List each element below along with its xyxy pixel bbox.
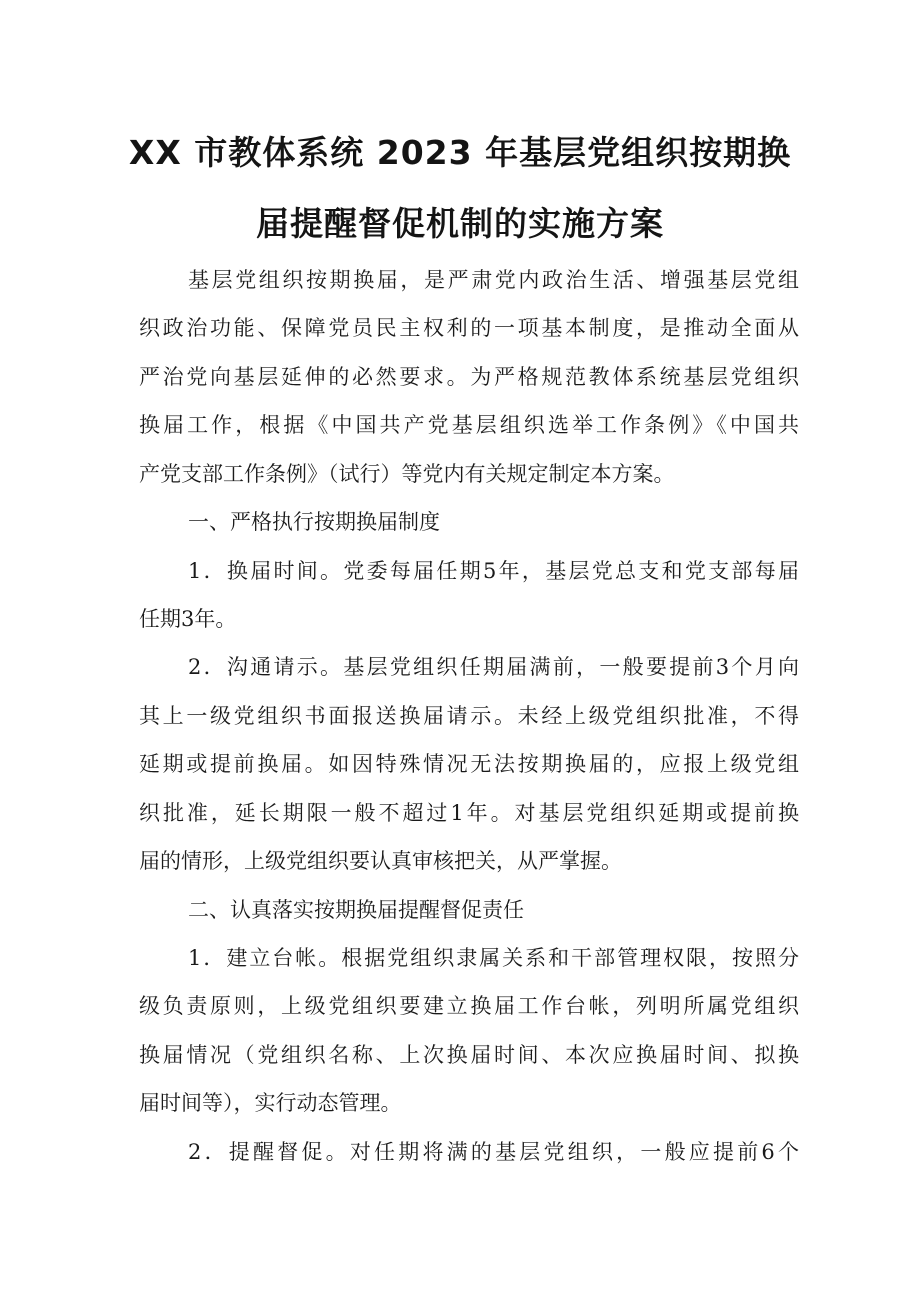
- body-line: 延期或提前换届。如因特殊情况无法按期换届的，应报上级党组: [139, 752, 799, 776]
- document-title-line-1: XX 市教体系统 2023 年基层党组织按期换: [128, 133, 792, 172]
- body-line: 其上一级党组织书面报送换届请示。未经上级党组织批准，不得: [139, 704, 799, 728]
- body-line: 2．提醒督促。对任期将满的基层党组织，一般应提前6个: [188, 1140, 799, 1164]
- body-line: 基层党组织按期换届，是严肃党内政治生活、增强基层党组: [188, 268, 799, 292]
- body-line: 1．建立台帐。根据党组织隶属关系和干部管理权限，按照分: [188, 946, 799, 970]
- body-line: 级负责原则，上级党组织要建立换届工作台帐，列明所属党组织: [139, 994, 799, 1018]
- document-title-line-2: 届提醒督促机制的实施方案: [256, 204, 664, 243]
- section-heading: 二、认真落实按期换届提醒督促责任: [188, 898, 524, 922]
- body-line: 任期3年。: [139, 607, 237, 631]
- body-line: 届的情形，上级党组织要认真审核把关，从严掌握。: [139, 849, 622, 873]
- body-line: 换届情况（党组织名称、上次换届时间、本次应换届时间、拟换: [139, 1043, 799, 1067]
- section-heading: 一、严格执行按期换届制度: [188, 510, 440, 534]
- body-line: 2．沟通请示。基层党组织任期届满前，一般要提前3个月向: [188, 655, 799, 679]
- body-line: 严治党向基层延伸的必然要求。为严格规范教体系统基层党组织: [139, 365, 799, 389]
- body-line: 织政治功能、保障党员民主权利的一项基本制度，是推动全面从: [139, 316, 799, 340]
- body-line: 届时间等），实行动态管理。: [139, 1091, 402, 1115]
- body-line: 产党支部工作条例》（试行）等党内有关规定制定本方案。: [139, 462, 675, 486]
- body-line: 换届工作，根据《中国共产党基层组织选举工作条例》《中国共: [139, 413, 799, 437]
- body-line: 1．换届时间。党委每届任期5年，基层党总支和党支部每届: [188, 559, 799, 583]
- body-line: 织批准，延长期限一般不超过1年。对基层党组织延期或提前换: [139, 801, 799, 825]
